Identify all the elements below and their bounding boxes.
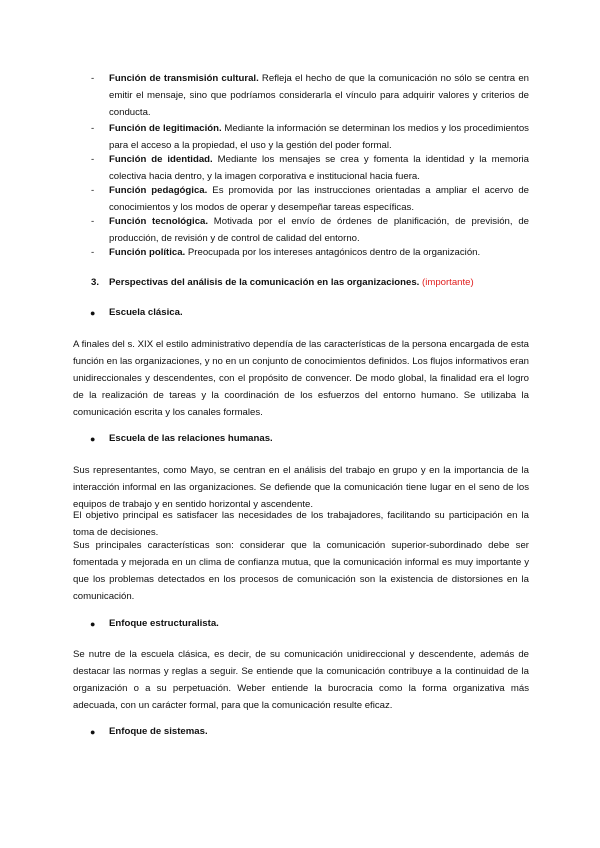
function-title: Función de legitimación. xyxy=(109,123,222,134)
subsection-title: Enfoque estructuralista. xyxy=(109,618,219,629)
paragraph: Sus principales características son: considerar que la comunicación superior-subordinado debe ser fomentada y mejorada en un clima de confianza mutua, que la comunicación informal es muy importante y que los problemas detectados en los procesos de comunicación son la existencia de distorsiones en la comunicación. xyxy=(73,540,529,602)
list-item xyxy=(109,70,529,121)
paragraph: Se nutre de la escuela clásica, es decir, de su comunicación unidireccional y descendente, además de destacar las normas y reglas a seguir. Se entiende que la comunicación contribuye a la continuidad de la organización o a su perpetuación. Weber entiende la burocracia como la forma organizativa más adecuada, con un carácter formal, para que la comunicación resulte eficaz. xyxy=(73,649,529,711)
list-dash: - xyxy=(91,123,95,134)
paragraph: A finales del s. XIX el estilo administrativo dependía de las características de la persona encargada de esta función en las organizaciones, y no en un conjunto de conocimientos definidos. Los flujos informativos eran unidireccionales y descendentes, con el propósito de convencer. De modo global, la finalidad era el logro de la realización de tareas y la coordinación de los esfuerzos del entorno humano. Se utilizaba la comunicación escrita y los canales formales. xyxy=(73,339,529,418)
bullet-icon: ● xyxy=(90,308,96,318)
list-dash: - xyxy=(91,154,95,165)
function-title: Función de identidad. xyxy=(109,154,213,165)
paragraph: El objetivo principal es satisfacer las necesidades de los trabajadores, facilitando su participación en la toma de decisiones. xyxy=(73,510,529,538)
function-text: Es promovida por las instrucciones orientadas a ampliar el acervo de conocimientos y los modos de operar y desempeñar tareas específicas. xyxy=(109,185,529,213)
function-text: Mediante la información se determinan los medios y los procedimientos para el acceso a la propiedad, el uso y la gestión del poder formal. xyxy=(109,123,529,151)
list-item xyxy=(109,244,529,261)
section-heading xyxy=(109,277,474,289)
bullet-icon: ● xyxy=(90,434,96,444)
function-text: Mediante los mensajes se crea y fomenta la identidad y la memoria colectiva hacia dentro, y la imagen corporativa e institucional hacia fuera. xyxy=(109,154,529,182)
function-title: Función política. xyxy=(109,247,186,258)
list-item xyxy=(109,213,529,247)
function-title: Función pedagógica. xyxy=(109,185,208,196)
list-item xyxy=(109,120,529,154)
list-dash: - xyxy=(91,247,95,258)
section-number: 3. xyxy=(91,277,100,288)
subsection-title: Escuela de las relaciones humanas. xyxy=(109,433,273,444)
function-text: Motivada por el envío de órdenes de planificación, de previsión, de producción, de revisión y de control de calidad del entorno. xyxy=(109,216,529,244)
list-dash: - xyxy=(91,216,95,227)
list-item xyxy=(109,182,529,216)
subsection-title: Enfoque de sistemas. xyxy=(109,726,208,737)
function-title: Función de transmisión cultural. xyxy=(109,73,259,84)
important-tag: (importante) xyxy=(422,277,474,288)
list-dash: - xyxy=(91,185,95,196)
list-dash: - xyxy=(91,73,95,84)
list-item xyxy=(109,151,529,185)
bullet-icon: ● xyxy=(90,727,96,737)
function-title: Función tecnológica. xyxy=(109,216,209,227)
function-text: Preocupada por los intereses antagónicos dentro de la organización. xyxy=(185,247,481,258)
bullet-icon: ● xyxy=(90,619,96,629)
function-text: Refleja el hecho de que la comunicación no sólo se centra en emitir el mensaje, sino que podríamos considerarla el vínculo para adquirir valores y criterios de conducta. xyxy=(109,73,529,118)
subsection-title: Escuela clásica. xyxy=(109,307,183,318)
section-title: Perspectivas del análisis de la comunicación en las organizaciones. xyxy=(109,277,420,288)
paragraph: Sus representantes, como Mayo, se centran en el análisis del trabajo en grupo y en la importancia de la interacción informal en las organizaciones. Se defiende que la comunicación tiene lugar en el seno de los equipos de trabajo y en sentido horizontal y ascendente. xyxy=(73,465,529,510)
